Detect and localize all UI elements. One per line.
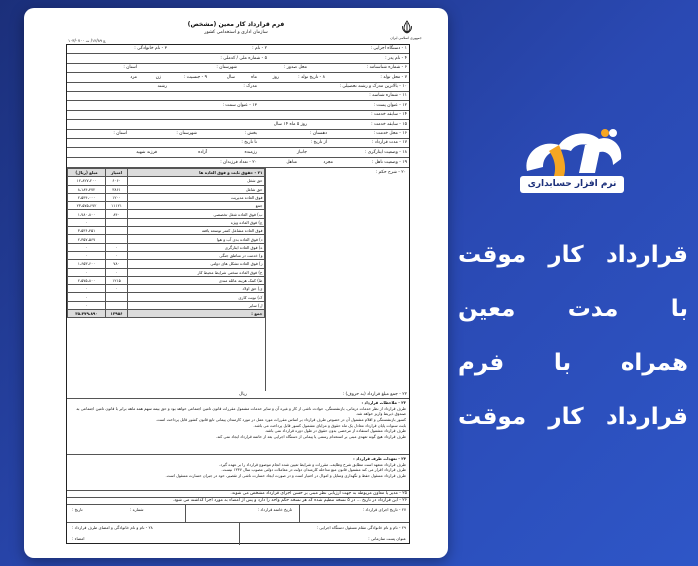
field-children-count[interactable]: ۲۰ - تعداد فرزندان : (220, 159, 257, 165)
form-header (24, 8, 448, 44)
salary-item-amount[interactable]: ۲۳،۵۷۵،۶۷۲ (68, 202, 106, 210)
salary-row (68, 185, 265, 193)
obligation-item: طرف قرارداد اقرار می کند مشمول قانون منع مداخله کارمندان دولت در معاملات دولتی مصوب سال ۱۳۳۷ نیست. (221, 467, 406, 473)
salary-item-amount[interactable]: ۲،۵۴۴،۰۰۰ (68, 193, 106, 201)
row-r4 (67, 73, 409, 82)
notes-item: بابت سنوات پایان قرارداد معادل یک ماه حقوق و مزایای مشمول کسور قابل پرداخت می باشد. (253, 422, 406, 428)
salary-row (68, 285, 265, 293)
row-sign-2 (67, 523, 409, 545)
row-r1 (67, 45, 409, 54)
salary-item-amount[interactable]: ۸،۱۸۴،۴۷۲ (68, 185, 106, 193)
salary-item-amount[interactable]: ۲،۵۷۵،۸۰۰ (68, 276, 106, 284)
salary-item-score[interactable]: ۶۰۶۰ (106, 177, 128, 185)
field-contract-duration: ۱۷ - مدت قرارداد : (371, 140, 407, 146)
salary-item-score[interactable]: ۰ (106, 268, 128, 276)
headline (458, 228, 688, 444)
salary-item-label: جمع (128, 202, 265, 210)
field-city[interactable]: شهرستان : (216, 65, 237, 71)
emblem-caption: جمهوری اسلامی ایران (390, 36, 422, 40)
headline-line-3: همراه با فرم (458, 350, 688, 376)
field-work-province[interactable]: استان : (113, 131, 127, 137)
salary-total-row (68, 310, 265, 318)
salary-item-amount[interactable]: ۰ (68, 218, 106, 226)
salary-item-score[interactable]: ۸۴۰ (106, 210, 128, 218)
salary-row (68, 301, 265, 309)
headline-line-2: با مدت معین (458, 296, 688, 322)
sig-date[interactable]: تاریخ : (72, 507, 83, 512)
salary-row (68, 202, 265, 210)
salary-item-label: ک) نوبت کاری (128, 293, 265, 301)
field-village[interactable]: دهستان : (310, 131, 327, 137)
notes-item: طرف قرارداد هیچ گونه تعهدی مبنی بر استخدام رسمی یا پیمانی از دستگاه اجرایی بعد از خاتمه قرارداد ایجاد نمی کند. (215, 433, 406, 439)
salary-item-score[interactable]: ۱۲۱۵ (106, 276, 128, 284)
field-national-id[interactable]: ۵ - شماره ملی / کدملی : (220, 55, 267, 61)
salary-col-amount: مبلغ (ریال) (68, 169, 106, 177)
salary-row (68, 276, 265, 284)
salary-item-label: فوق العاده مشاغل کمتر توسعه یافته (128, 227, 265, 235)
veteran-janbaz-checkbox[interactable]: جانباز (296, 149, 307, 155)
notes-text: طرف قرارداد از نظر خدمات درمانی، بازنشستگی، حوادث ناشی از کار و غیره آن و سایر خدمات مشمول مقررات قانون تامین اجتماعی خواهد بود و حق بیمه سهم همه ماهه برابر با قانون تامین اجتماعی به صندوق ذیربط واریز خواهد شد. (76, 405, 406, 417)
row-r6 (67, 92, 409, 101)
row-s26 (67, 498, 409, 505)
birthdate-month: ماه (251, 74, 257, 80)
salary-item-amount[interactable]: ۰ (68, 301, 106, 309)
salary-item-score[interactable] (106, 235, 128, 243)
salary-item-score[interactable]: ۰ (106, 251, 128, 259)
salary-item-label: د) فوق العاده بدی آب و هوا (128, 235, 265, 243)
salary-header-row (68, 169, 265, 177)
obligations-paragraph (67, 455, 409, 480)
section-notes (67, 399, 409, 455)
field-issue-place[interactable]: محل صدور : (283, 65, 307, 71)
salary-row (68, 235, 265, 243)
salary-section (67, 168, 409, 391)
salary-item-label: ب) فوق العاده شغل تخصصی (128, 210, 265, 218)
field-service-history[interactable]: ۱۴ - سابقه خدمت : (371, 112, 407, 118)
row-sign-1 (67, 505, 409, 523)
obligations-title: ۲۴ - تعهدات طرف قرارداد : (353, 456, 406, 461)
salary-group-title: ۲۱ - حقوق ثابت و فوق العاده ها (128, 169, 265, 177)
salary-item-score[interactable] (106, 218, 128, 226)
row-r9 (67, 120, 409, 129)
sig-official[interactable]: ۲۹ - نام و نام خانوادگی مقام مسئول دستگاه اجرایی : (316, 525, 406, 530)
salary-item-label: ج) فوق العاده ویژه (128, 218, 265, 226)
salary-item-score[interactable]: ۱۱۱۲۱ (106, 202, 128, 210)
field-major[interactable]: رشته (157, 84, 167, 90)
notes-title: ۲۳ - ملاحظات قرارداد : (361, 400, 406, 405)
contract-form-paper (24, 8, 448, 558)
salary-divider (265, 168, 266, 391)
total-unit: ریال (239, 391, 247, 397)
form-serial: ع ۱۲/۸۹/ ت ۱۰۳/۰۷۰۰ (68, 38, 106, 43)
veteran-azadeh-checkbox[interactable]: آزاده (198, 149, 207, 155)
field-birthplace[interactable]: ۷ - محل تولد : (380, 74, 407, 80)
row-r2 (67, 54, 409, 63)
salary-col-score: امتیاز (106, 169, 128, 177)
row-r11 (67, 139, 409, 148)
salary-item-label: فوق العاده مدیریت (128, 193, 265, 201)
row-total-words (67, 391, 409, 399)
obligation-item: طرف قرارداد مسئول حفظ و نگهداری وسایل و اموال در اختیار است و در صورت ایجاد خسارت ناشی از تقصیر، خود در جبران خسارت مسئول است. (165, 472, 406, 478)
section-obligations (67, 455, 409, 491)
sig-end-date[interactable]: تاریخ خاتمه قرارداد : (257, 507, 292, 512)
field-identifier[interactable]: ۱۱ - شماره شناسه : (369, 93, 407, 99)
salary-item-amount[interactable]: ۱۲،۸۲۷،۲۰۰ (68, 177, 106, 185)
veteran-razmandeh-checkbox[interactable]: رزمنده (244, 149, 257, 155)
salary-table (67, 168, 265, 318)
birthdate-year: سال (226, 74, 235, 80)
field-marital-status: ۱۹ - وضعیت تاهل : (371, 159, 407, 165)
salary-row (68, 227, 265, 235)
divider (185, 505, 186, 522)
row-r12 (67, 148, 409, 157)
salary-item-score[interactable]: ۰ (106, 243, 128, 251)
form-frame (66, 44, 410, 544)
row-r7 (67, 101, 409, 110)
birthdate-day: روز (272, 74, 279, 80)
salary-item-amount[interactable]: ۰ (68, 251, 106, 259)
salary-item-score[interactable]: ۷۸۰ (106, 260, 128, 268)
salary-total-score: ۱۳۹۵۶ (106, 310, 128, 318)
sig-official-title[interactable]: عنوان پست سازمانی : (368, 536, 406, 541)
salary-item-score[interactable] (106, 301, 128, 309)
salary-item-amount[interactable]: ۳،۵۳۶،۴۵۱ (68, 227, 106, 235)
salary-item-score[interactable] (106, 227, 128, 235)
salary-row (68, 177, 265, 185)
field-education[interactable]: ۱۰ - بالاترین مدرک و رشته تحصیلی : (339, 84, 407, 90)
sig-party-sign[interactable]: امضاء : (72, 536, 85, 541)
marital-married-checkbox[interactable]: متاهل (286, 159, 297, 165)
salary-row (68, 193, 265, 201)
field-service-record[interactable]: ۱۵ - سابقه خدمت : (371, 121, 407, 127)
salary-row (68, 268, 265, 276)
row-s25 (67, 491, 409, 498)
salary-item-score[interactable]: ۳۸۶۱ (106, 185, 128, 193)
salary-item-amount[interactable]: ۰ (68, 285, 106, 293)
form-subtitle: سازمان اداری و استخدامی کشور (204, 30, 268, 35)
order-description-box (263, 168, 409, 391)
service-duration: روز ۵ ماه ۱۴ سال (273, 121, 307, 127)
obligation-item: طرف قرارداد متعهد است مطابق شرح وظایف، مقررات و شرایط تعیین شده انجام موضوع قرارداد را بر عهده گیرد. (218, 461, 406, 467)
field-birth-cert[interactable]: ۶ - شماره شناسنامه : (366, 65, 407, 71)
salary-item-score[interactable]: ۰ (106, 285, 128, 293)
sig-number[interactable]: شماره : (130, 507, 144, 512)
row-r5 (67, 83, 409, 92)
field-gender: ۹ - جنسیت : (183, 74, 207, 80)
notes-item: طرف قرارداد مشمول استفاده از مرخصی بدون حقوق در طول دوره قرارداد نمی باشد. (264, 428, 406, 434)
headline-line-1: قرارداد کار موقت (458, 242, 688, 268)
row-r3 (67, 64, 409, 73)
field-last-name[interactable]: ۳ - نام خانوادگی : (134, 46, 167, 52)
field-degree[interactable]: مدرک : (243, 84, 257, 90)
salary-item-label: ز) فوق العاده تشکل های دولتی (128, 260, 265, 268)
salary-item-label: حق شاغل (128, 185, 265, 193)
form-title: فرم قرارداد کار معین (مشخص) (187, 21, 285, 28)
field-position-title[interactable]: ۱۳ - عنوان سمت : (222, 102, 257, 108)
field-veteran-status: ۱۸ - وضعیت ایثارگری : (364, 149, 407, 155)
salary-item-label: ل) سایر (128, 301, 265, 309)
salary-item-label: ه) فوق العاده ایثارگری (128, 243, 265, 251)
field-agency[interactable]: ۱ - دستگاه اجرایی : (370, 46, 407, 52)
salary-row (68, 243, 265, 251)
brand-caption: نرم افزار حسابداری (520, 176, 624, 193)
salary-item-score[interactable] (106, 293, 128, 301)
salary-item-amount[interactable]: ۰ (68, 293, 106, 301)
salary-item-label: ط) کمک هزینه عائله مندی (128, 276, 265, 284)
salary-row (68, 218, 265, 226)
salary-item-amount[interactable]: ۰ (68, 268, 106, 276)
salary-row (68, 210, 265, 218)
field-post-title[interactable]: ۱۲ - عنوان پست : (373, 102, 407, 108)
sig-exec-date[interactable]: ۲۷ - تاریخ اجرای قرارداد : (362, 507, 406, 512)
veteran-shahid-checkbox[interactable]: فرزند شهید (136, 149, 157, 155)
field-county[interactable]: شهرستان : (176, 131, 197, 137)
field-birthdate[interactable]: ۸ - تاریخ تولد : (298, 74, 325, 80)
salary-item-label: حق شغل (128, 177, 265, 185)
gender-male-checkbox[interactable]: مرد (130, 74, 137, 80)
salary-total-amount: ۳۵،۴۷۹،۸۹۰ (68, 310, 106, 318)
sig-party[interactable]: ۲۸ - نام و نام خانوادگی و امضای طرف قرارداد : (72, 525, 153, 530)
row-r10 (67, 130, 409, 139)
salary-row (68, 251, 265, 259)
field-work-place[interactable]: ۱۶ - محل خدمت : (373, 131, 407, 137)
salary-item-label: ی) حق اولاد (128, 285, 265, 293)
divider (239, 523, 240, 545)
clause-26: ۲۶ - این قرارداد در تاریخ ... در ۵ نسخه تنظیم شده که هر نسخه حکم واحد را دارد و پس از امضاء به مورد اجرا گذاشته می شود. (172, 498, 407, 504)
gender-female-checkbox[interactable]: زن (155, 74, 161, 80)
field-father-name[interactable]: ۴ - نام پدر : (385, 55, 407, 61)
field-district[interactable]: بخش : (244, 131, 257, 137)
salary-item-amount[interactable]: ۲،۳۵۷،۵۶۷ (68, 235, 106, 243)
salary-total-label: جمع : (128, 310, 265, 318)
field-end-date[interactable]: تا تاریخ : (241, 140, 257, 146)
salary-item-amount[interactable]: ۱،۶۵۳،۶۰۰ (68, 260, 106, 268)
salary-item-label: و) خدمت در مناطق جنگی (128, 251, 265, 259)
field-start-date[interactable]: از تاریخ : (310, 140, 327, 146)
salary-row (68, 293, 265, 301)
salary-row (68, 260, 265, 268)
divider (299, 505, 300, 522)
salary-item-amount[interactable]: ۰ (68, 243, 106, 251)
marital-single-checkbox[interactable]: مجرد (323, 159, 333, 165)
clause-25: ۲۵ - مدیر یا معاون مربوطه به جهت ارزیابی نظر مبنی بر حسن اجرای قرارداد مشخص می شوند. (230, 491, 407, 497)
field-province[interactable]: استان : (123, 65, 137, 71)
salary-item-score[interactable]: ۱۲۰۰ (106, 193, 128, 201)
row-r13 (67, 158, 409, 168)
salary-item-label: ح) فوق العاده سختی شرایط محیط کار (128, 268, 265, 276)
headline-line-4: قرارداد کار موقت (458, 404, 688, 430)
notes-paragraph (67, 399, 409, 441)
row-r8 (67, 111, 409, 120)
salary-item-amount[interactable]: ۱،۷۸۰،۸۰۰ (68, 210, 106, 218)
notes-item: کسور بازنشستگی و اقلام مشمول آن در خصوص طرف قرارداد بر اساس مقررات مورد عمل در مورد کارمندان پیمانی تابع قانون کشور قابل پرداخت است. (155, 416, 406, 422)
total-in-words-label: ۲۲ - جمع مبلغ قرارداد (به حروف) : (342, 391, 407, 397)
field-first-name[interactable]: ۲ - نام : (252, 46, 267, 52)
order-description-label: ۲۰ - شرح حکم : (375, 170, 406, 175)
